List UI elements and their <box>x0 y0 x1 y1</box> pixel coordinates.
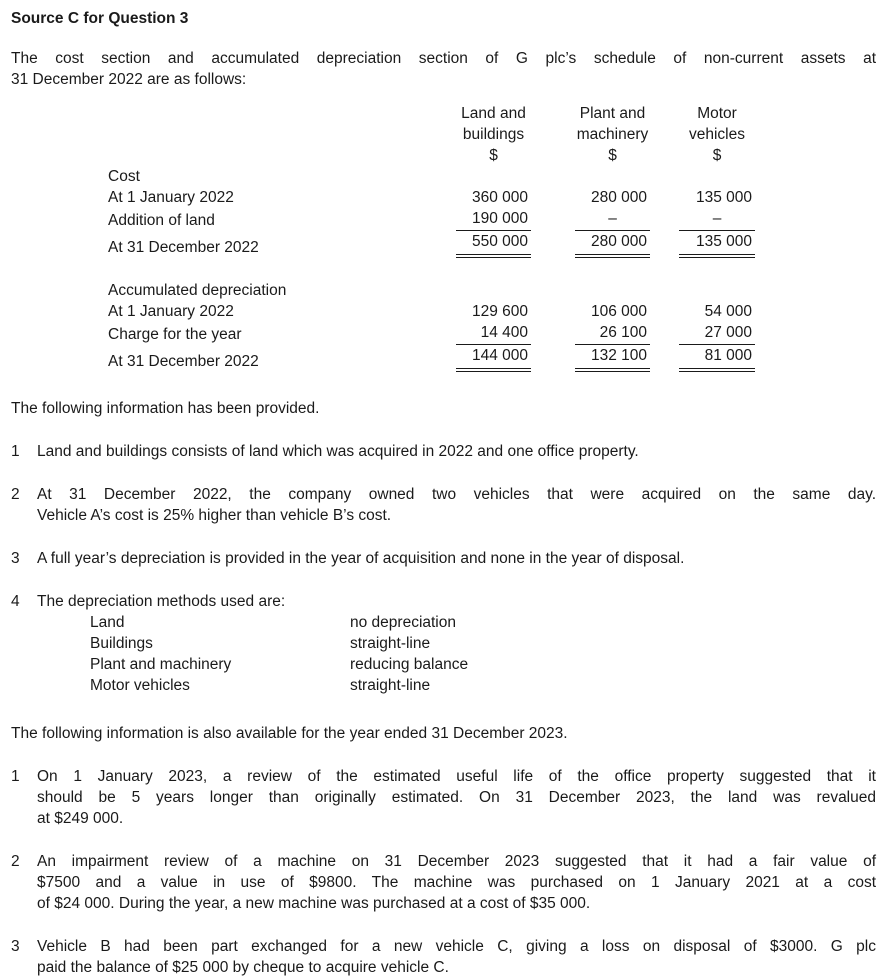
method-name: straight-line <box>350 635 431 652</box>
item-line: At 31 December 2022, the company owned two vehicles that were acquired on the same day. <box>37 486 876 503</box>
amount-cell: 26 100 <box>575 322 650 345</box>
item-line: An impairment review of a machine on 31 December 2023 suggested that it had a fair value of <box>37 853 876 870</box>
section-heading-row <box>108 280 755 301</box>
non-current-assets-table <box>108 103 755 372</box>
row-label: At 31 December 2022 <box>108 239 259 256</box>
method-name: no depreciation <box>350 614 456 631</box>
depreciation-methods-list <box>90 612 876 696</box>
row-label: Charge for the year <box>108 326 242 343</box>
method-asset: Plant and machinery <box>90 656 232 673</box>
item-number: 4 <box>11 593 20 610</box>
item-line: $7500 and a value in use of $9800. The machine was purchased on 1 January 2021 at a cost <box>37 874 876 891</box>
section-heading-accumulated-depreciation: Accumulated depreciation <box>108 282 287 299</box>
method-row <box>90 654 876 675</box>
amount-cell: 135 000 <box>679 231 755 258</box>
item-line: On 1 January 2023, a review of the estimated useful life of the office property suggested that it <box>37 768 876 785</box>
nil-dash: – <box>575 208 650 231</box>
info-list-2023 <box>11 766 876 978</box>
amount-cell: 14 400 <box>456 322 531 345</box>
column-header-land-and-buildings: Land and <box>461 105 526 122</box>
item-line: Vehicle A’s cost is 25% higher than vehicle B’s cost. <box>37 507 392 524</box>
currency-symbol: $ <box>712 147 722 164</box>
amount-cell: 129 600 <box>471 303 528 320</box>
item-number: 1 <box>11 768 20 785</box>
table-row <box>108 345 755 372</box>
method-asset: Buildings <box>90 635 153 652</box>
column-header-plant-and-machinery: Plant and <box>579 105 646 122</box>
numbered-item <box>11 441 876 462</box>
method-name: reducing balance <box>350 656 469 673</box>
section-heading-row <box>108 166 755 187</box>
numbered-item <box>11 851 876 914</box>
method-row <box>90 633 876 654</box>
amount-cell: 360 000 <box>471 189 528 206</box>
amount-cell: 132 100 <box>575 345 650 372</box>
column-header-motor-vehicles: vehicles <box>689 126 745 143</box>
section-heading-cost: Cost <box>108 168 140 185</box>
currency-symbol: $ <box>608 147 617 164</box>
spacer-row <box>108 258 755 280</box>
column-header-plant-and-machinery: machinery <box>576 126 649 143</box>
numbered-item <box>11 591 876 696</box>
note-information-2023: The following information is also available for the year ended 31 December 2023. <box>11 725 568 742</box>
intro-paragraph <box>11 48 876 90</box>
amount-cell: 54 000 <box>704 303 752 320</box>
method-row <box>90 612 876 633</box>
currency-symbol: $ <box>489 147 498 164</box>
column-header-land-and-buildings: buildings <box>462 126 525 143</box>
item-number: 2 <box>11 486 20 503</box>
item-line: at $249 000. <box>37 810 124 827</box>
item-line: paid the balance of $25 000 by cheque to acquire vehicle C. <box>37 959 449 976</box>
numbered-item <box>11 548 876 569</box>
table-row <box>108 208 755 231</box>
method-asset: Land <box>90 614 125 631</box>
amount-cell: 550 000 <box>456 231 531 258</box>
amount-cell: 280 000 <box>590 189 647 206</box>
method-row <box>90 675 876 696</box>
method-asset: Motor vehicles <box>90 677 190 694</box>
item-number: 3 <box>11 550 20 567</box>
row-label: At 1 January 2022 <box>108 189 234 206</box>
numbered-item <box>11 484 876 526</box>
item-line: The depreciation methods used are: <box>37 593 286 610</box>
page-title: Source C for Question 3 <box>11 10 189 27</box>
amount-cell: 280 000 <box>575 231 650 258</box>
nil-dash: – <box>679 208 755 231</box>
row-label: At 31 December 2022 <box>108 353 259 370</box>
amount-cell: 106 000 <box>590 303 647 320</box>
column-header-row <box>108 103 755 124</box>
table-row <box>108 231 755 258</box>
amount-cell: 27 000 <box>679 322 755 345</box>
item-line: Vehicle B had been part exchanged for a new vehicle C, giving a loss on disposal of $3000. G plc <box>37 938 876 955</box>
item-number: 1 <box>11 443 20 460</box>
info-list-2022 <box>11 441 876 696</box>
item-line: Land and buildings consists of land which was acquired in 2022 and one office property. <box>37 443 639 460</box>
item-number: 3 <box>11 938 20 955</box>
table-row <box>108 322 755 345</box>
item-number: 2 <box>11 853 20 870</box>
amount-cell: 81 000 <box>679 345 755 372</box>
numbered-item <box>11 766 876 829</box>
row-label: At 1 January 2022 <box>108 303 234 320</box>
note-information-provided: The following information has been provided. <box>11 400 320 417</box>
currency-row <box>108 145 755 166</box>
amount-cell: 144 000 <box>456 345 531 372</box>
method-name: straight-line <box>350 677 431 694</box>
item-line: A full year’s depreciation is provided in the year of acquisition and none in the year of disposal. <box>37 550 685 567</box>
table-row <box>108 187 755 208</box>
table-row <box>108 301 755 322</box>
intro-line: 31 December 2022 are as follows: <box>11 71 247 88</box>
column-header-motor-vehicles: Motor <box>697 105 737 122</box>
item-line: should be 5 years longer than originally estimated. On 31 December 2023, the land was revalued <box>37 789 876 806</box>
numbered-item <box>11 936 876 978</box>
intro-line: The cost section and accumulated depreciation section of G plc’s schedule of non-current assets at <box>11 50 876 67</box>
amount-cell: 190 000 <box>456 208 531 231</box>
column-header-row <box>108 124 755 145</box>
amount-cell: 135 000 <box>695 189 752 206</box>
row-label: Addition of land <box>108 212 215 229</box>
item-line: of $24 000. During the year, a new machine was purchased at a cost of $35 000. <box>37 895 591 912</box>
